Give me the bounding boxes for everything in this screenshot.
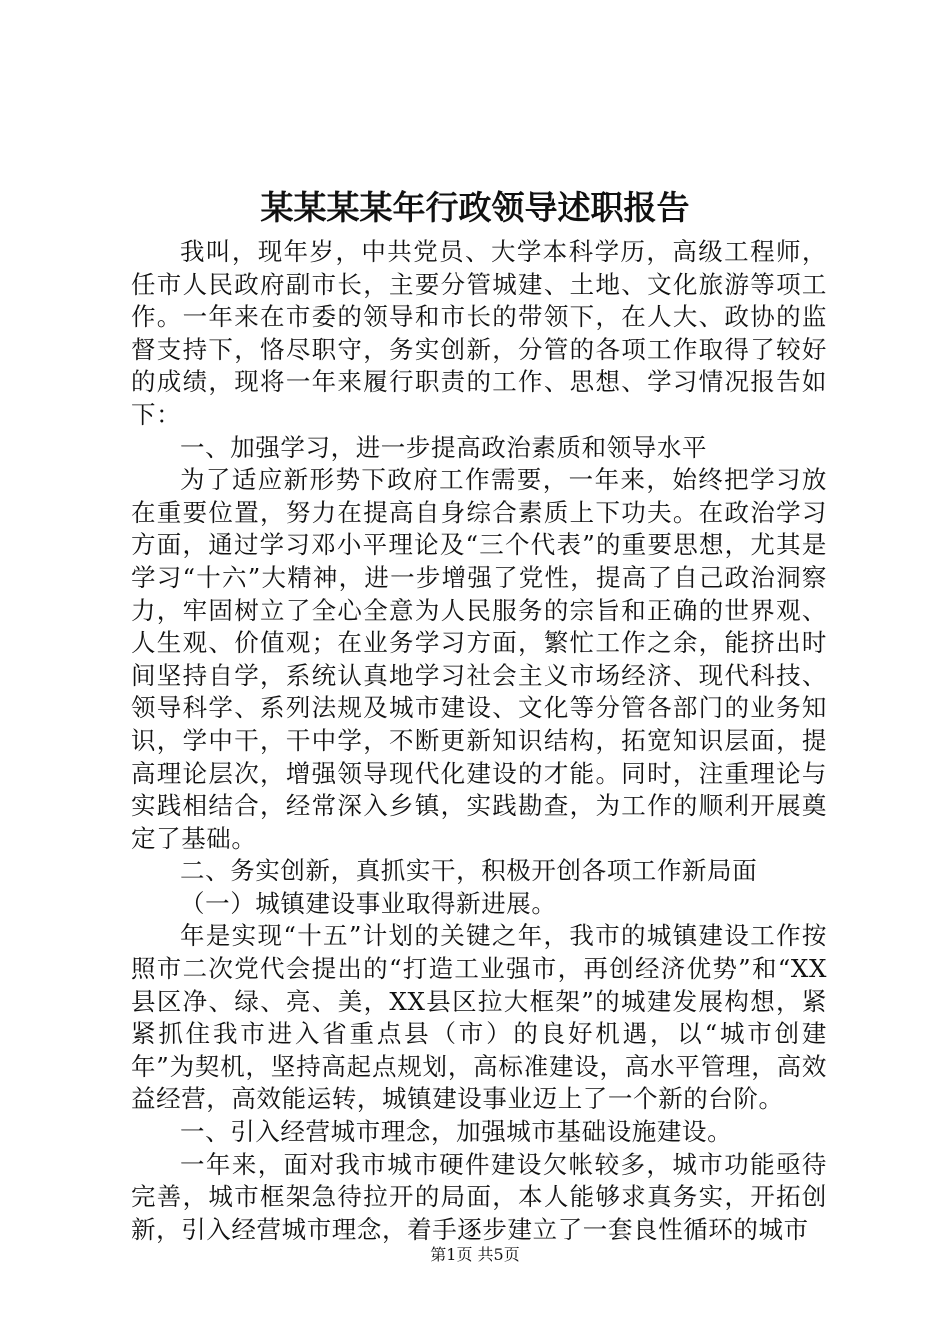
item-heading-1: 一、引入经营城市理念，加强城市基础设施建设。 — [180, 1117, 733, 1147]
section-heading-2: 二、务实创新，真抓实干，积极开创各项工作新局面 — [180, 856, 758, 886]
paragraph-urban-construction: 年是实现“十五”计划的关键之年，我市的城镇建设工作按照市二次党代会提出的“打造工业强市，再创经济优势”和“XX县区净、绿、亮、美，XX县区拉大框架”的城建发展构想，紧紧抓住我市进入省重点县（市）的良好机遇，以“城市创建年”为契机，坚持高起点规划，高标准建设，高水平管理，高效益经营，高效能运转，城镇建设事业迈上了一个新的台阶。 — [131, 921, 827, 1114]
paragraph-study: 为了适应新形势下政府工作需要，一年来，始终把学习放在重要位置，努力在提高自身综合素质上下功夫。在政治学习方面，通过学习邓小平理论及“三个代表”的重要思想，尤其是学习“十六”大精神，进一步增强了党性，提高了自己政治洞察力，牢固树立了全心全意为人民服务的宗旨和正确的世界观、人生观、价值观；在业务学习方面，繁忙工作之余，能挤出时间坚持自学，系统认真地学习社会主义市场经济、现代科技、领导科学、系列法规及城市建设、文化等分管各部门的业务知识，学中干，干中学，不断更新知识结构，拓宽知识层面，提高理论层次，增强领导现代化建设的才能。同时，注重理论与实践相结合，经常深入乡镇，实践勘查，为工作的顺利开展奠定了基础。 — [131, 465, 827, 853]
section-heading-1: 一、加强学习，进一步提高政治素质和领导水平 — [180, 432, 708, 462]
page-number-footer: 第1页 共5页 — [430, 1245, 520, 1264]
document-title: 某某某某年行政领导述职报告 — [260, 188, 690, 227]
subsection-heading-1: （一）城镇建设事业取得新进展。 — [180, 888, 557, 918]
document-body — [131, 236, 827, 1246]
paragraph-intro: 我叫，现年岁，中共党员、大学本科学历，高级工程师，任市人民政府副市长，主要分管城建、土地、文化旅游等项工作。一年来在市委的领导和市长的带领下，在人大、政协的监督支持下，恪尽职守，务实创新，分管的各项工作取得了较好的成绩，现将一年来履行职责的工作、思想、学习情况报告如下： — [131, 237, 827, 429]
paragraph-city-operation: 一年来，面对我市城市硬件建设欠帐较多，城市功能亟待完善，城市框架急待拉开的局面，本人能够求真务实，开拓创新，引入经营城市理念，着手逐步建立了一套良性循环的城市 — [131, 1149, 827, 1244]
